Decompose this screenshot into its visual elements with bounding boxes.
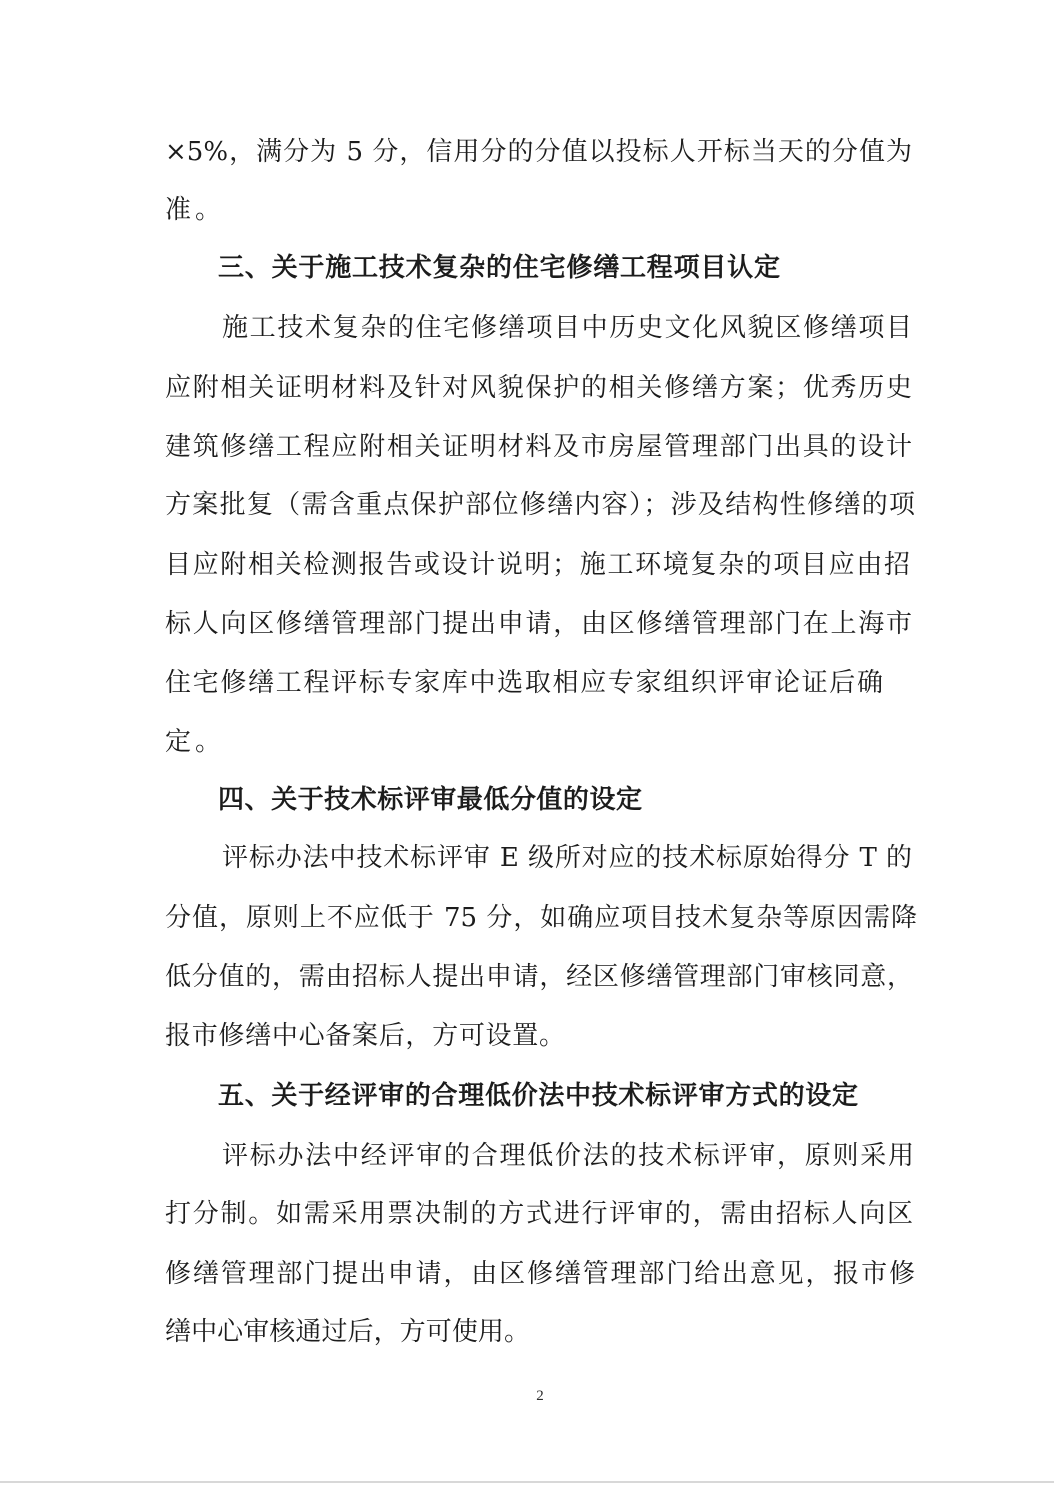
body-line: 住宅修缮工程评标专家库中选取相应专家组织评审论证后确	[165, 668, 883, 698]
body-line: 定。	[165, 727, 221, 757]
section-heading: 三、关于施工技术复杂的住宅修缮工程项目认定	[218, 253, 780, 283]
body-line: 标人向区修缮管理部门提出申请，由区修缮管理部门在上海市	[165, 609, 912, 639]
section-heading: 五、关于经评审的合理低价法中技术标评审方式的设定	[218, 1081, 858, 1111]
body-line: 准。	[165, 195, 221, 225]
page-number: 2	[536, 1388, 544, 1404]
section-heading: 四、关于技术标评审最低分值的设定	[218, 785, 642, 815]
body-line: 打分制。如需采用票决制的方式进行评审的，需由招标人向区	[165, 1199, 913, 1229]
body-line: 方案批复（需含重点保护部位修缮内容）；涉及结构性修缮的项	[165, 490, 915, 520]
body-line: 低分值的，需由招标人提出申请，经区修缮管理部门审核同意，	[165, 962, 913, 992]
body-line: 评标办法中经评审的合理低价法的技术标评审，原则采用	[222, 1141, 914, 1171]
body-line: 修缮管理部门提出申请，由区修缮管理部门给出意见，报市修	[165, 1259, 915, 1289]
body-line: 评标办法中技术标评审 E 级所对应的技术标原始得分 T 的	[222, 843, 912, 873]
body-line: 应附相关证明材料及针对风貌保护的相关修缮方案；优秀历史	[165, 373, 912, 403]
body-line: ×5%，满分为 5 分，信用分的分值以投标人开标当天的分值为	[165, 137, 912, 167]
scan-edge	[0, 1481, 1054, 1483]
body-line: 建筑修缮工程应附相关证明材料及市房屋管理部门出具的设计	[165, 432, 912, 462]
body-line: 施工技术复杂的住宅修缮项目中历史文化风貌区修缮项目	[222, 313, 912, 343]
body-line: 报市修缮中心备案后，方可设置。	[165, 1021, 565, 1051]
body-line: 缮中心审核通过后，方可使用。	[165, 1317, 530, 1347]
body-line: 分值，原则上不应低于 75 分，如确应项目技术复杂等原因需降	[165, 903, 917, 933]
body-line: 目应附相关检测报告或设计说明；施工环境复杂的项目应由招	[165, 550, 910, 580]
